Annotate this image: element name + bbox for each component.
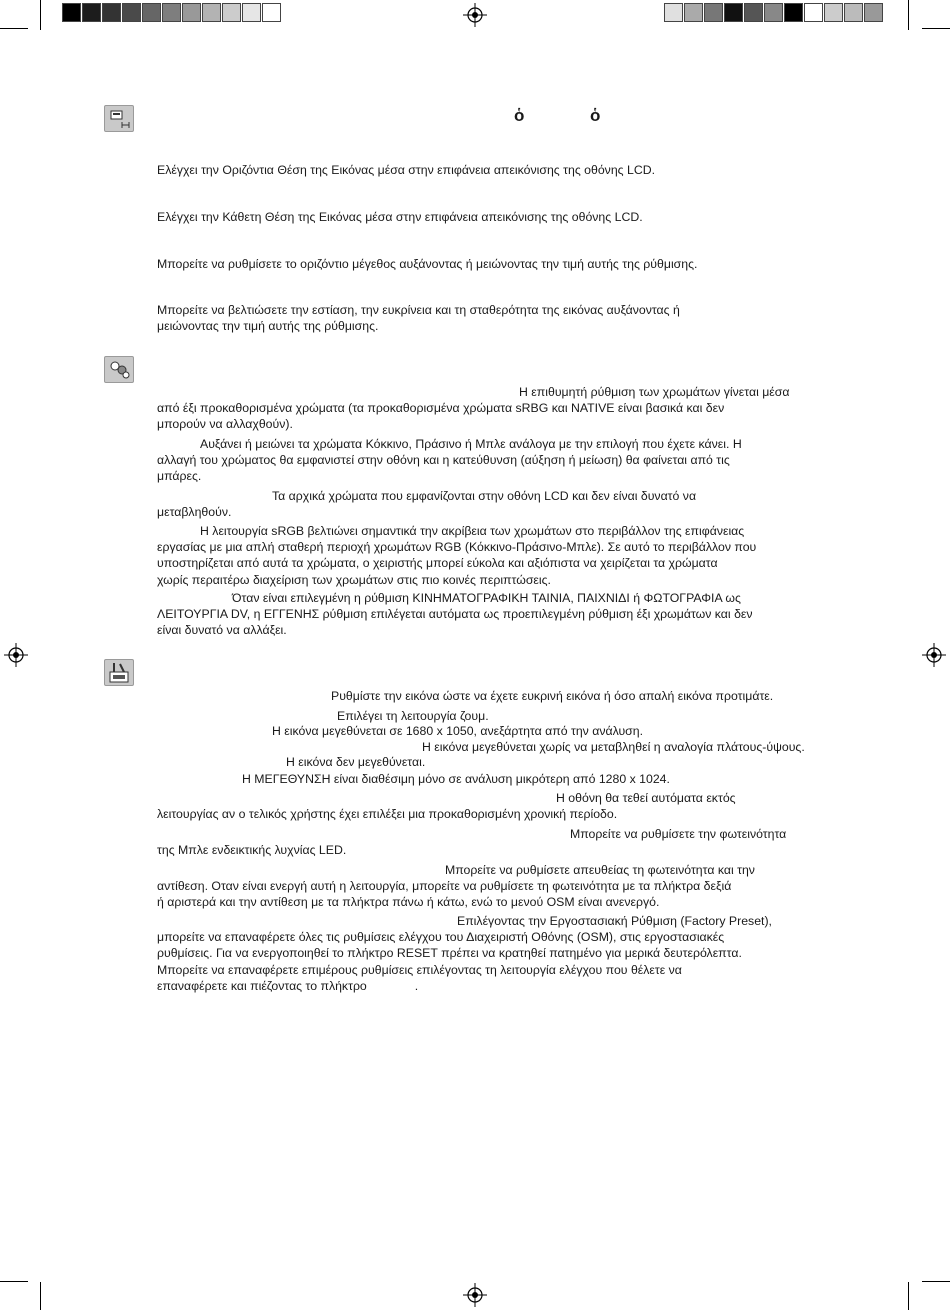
crop-mark — [40, 1282, 41, 1310]
geometry-icon — [104, 105, 134, 132]
registration-mark-icon — [463, 3, 487, 27]
color-bar-left — [62, 3, 282, 22]
zoom-full-text: Η εικόνα μεγεθύνεται σε 1680 x 1050, ανεξάρτητα από την ανάλυση. — [272, 724, 644, 738]
hot-key-text: Μπορείτε να ρυθμίσετε απευθείας τη φωτεινότητα και την αντίθεση. Οταν είναι ενεργή αυτή η λειτουργία, μπορείτε να ρυθμίσετε τη φωτεινότητα με τα πλήκτρα δεξιά ή αριστερά και την αντίθεση με τα πλήκτρα πάνω ή κάτω, ενώ το μενού OSM είναι ανενεργό. — [157, 863, 755, 910]
registration-mark-icon — [463, 1283, 487, 1307]
crop-mark — [908, 0, 909, 30]
crop-mark — [0, 28, 28, 29]
header-glyph: ὁ — [590, 106, 601, 125]
color-text: Η επιθυμητή ρύθμιση των χρωμάτων γίνεται μέσα από έξι προκαθορισμένα χρώματα (τα προκαθορισμένα χρώματα sRBG και NATIVE είναι βασικά και δεν μπορούν να αλλαχθούν). — [157, 385, 790, 432]
h-size-text: Μπορείτε να ρυθμίσετε το οριζόντιο μέγεθος αυξάνοντας ή μειώνοντας την τιμή αυτής της ρύθμισης. — [157, 257, 698, 271]
mode-text: Όταν είναι επιλεγμένη η ρύθμιση ΚΙΝΗΜΑΤΟΓΡΑΦΙΚΗ ΤΑΙΝΙΑ, ΠΑΙΧΝΙΔΙ ή ΦΩΤΟΓΡΑΦΙΑ ως ΛΕΙΤΟΥΡΓΙΑ DV, η ΕΓΓΕΝΗΣ ρύθμιση επιλέγεται αυτόματα ως προεπιλεγμένη ρύθμιση έξι χρωμάτων και δεν είναι δυνατό να αλλάξει. — [157, 591, 753, 638]
crop-mark — [922, 1281, 950, 1282]
registration-mark-icon — [922, 643, 946, 667]
led-text: Μπορείτε να ρυθμίσετε την φωτεινότητα της Μπλε ενδεικτικής λυχνίας LED. — [157, 827, 787, 858]
color-icon — [104, 356, 134, 383]
header-glyph: ὁ — [514, 106, 525, 125]
tools-icon — [104, 659, 134, 686]
h-position-text: Ελέγχει την Οριζόντια Θέση της Εικόνας μέσα στην επιφάνεια απεικόνισης της οθόνης LCD. — [157, 163, 656, 177]
zoom-note-text: Η ΜΕΓΕΘΥΝΣΗ είναι διαθέσιμη μόνο σε ανάλυση μικρότερη από 1280 x 1024. — [242, 772, 670, 786]
rgb-text: Αυξάνει ή μειώνει τα χρώματα Κόκκινο, Πράσινο ή Μπλε ανάλογα με την επιλογή που έχετε κάνει. Η αλλαγή του χρώματος θα εμφανιστεί στην οθόνη και η κατεύθυνση (αύξηση ή μείωση) θα φαίνεται από τις μπάρες. — [157, 437, 742, 484]
crop-mark — [908, 1282, 909, 1310]
v-position-text: Ελέγχει την Κάθετη Θέση της Εικόνας μέσα στην επιφάνεια απεικόνισης της οθόνης LCD. — [157, 210, 643, 224]
crop-mark — [40, 0, 41, 30]
zoom-text: Επιλέγει τη λειτουργία ζουμ. — [337, 709, 489, 723]
zoom-aspect-text: Η εικόνα μεγεθύνεται χωρίς να μεταβληθεί η αναλογία πλάτους-ύψους. — [422, 740, 805, 754]
off-timer-text: Η οθόνη θα τεθεί αυτόματα εκτός λειτουργίας αν ο τελικός χρήστης έχει επιλέξει μια προκαθορισμένη χρονική περίοδο. — [157, 791, 736, 822]
color-bar-right — [664, 3, 884, 22]
srgb-text: Η λειτουργία sRGB βελτιώνει σημαντικά την ακρίβεια των χρωμάτων στο περιβάλλον της επιφάνειας εργασίας με μια απλή σταθερή περιοχή χρωμάτων RGB (Κόκκινο-Πράσινο-Μπλε). Σε αυτό το περιβάλλον που υποστηρίζεται από αυτά τα χρώματα, ο χειριστής μπορεί εύκολα και αξιόπιστα να χειρίζεται τα χρώματα χωρίς περαιτέρω διαχείριση των χρωμάτων στις πιο κοινές περιπτώσεις. — [157, 524, 757, 587]
crop-mark — [922, 28, 950, 29]
factory-preset-text: Επιλέγοντας την Εργοστασιακή Ρύθμιση (Factory Preset), μπορείτε να επαναφέρετε όλες τις ρυθμίσεις ελέγχου του Διαχειριστή Οθόνης (OSM), στις εργοστασιακές ρυθμίσεις. Για να ενεργοποιηθεί το πλήκτρο RESET πρέπει να κρατηθεί πατημένο για μερικά δευτερόλεπτα. Μπορείτε να επαναφέρετε επιμέρους ρυθμίσεις επιλέγοντας τη λειτουργία ελέγχου που θέλετε να επαναφέρετε και πιέζοντας το πλήκτρο . — [157, 914, 772, 993]
native-text: Τα αρχικά χρώματα που εμφανίζονται στην οθόνη LCD και δεν είναι δυνατό να μεταβληθούν. — [157, 489, 697, 520]
crop-mark — [0, 1281, 28, 1282]
sharpness-text: Ρυθμίστε την εικόνα ώστε να έχετε ευκρινή εικόνα ή όσο απαλή εικόνα προτιμάτε. — [331, 689, 774, 703]
zoom-off-text: Η εικόνα δεν μεγεθύνεται. — [286, 755, 426, 769]
factory-preset-end: . — [414, 978, 419, 993]
registration-mark-icon — [4, 643, 28, 667]
fine-text: Μπορείτε να βελτιώσετε την εστίαση, την ευκρίνεια και τη σταθερότητα της εικόνας αυξάνοντας ή μειώνοντας την τιμή αυτής της ρύθμισης. — [157, 303, 680, 334]
factory-preset-last-line: επαναφέρετε και πιέζοντας το πλήκτρο — [157, 978, 367, 993]
